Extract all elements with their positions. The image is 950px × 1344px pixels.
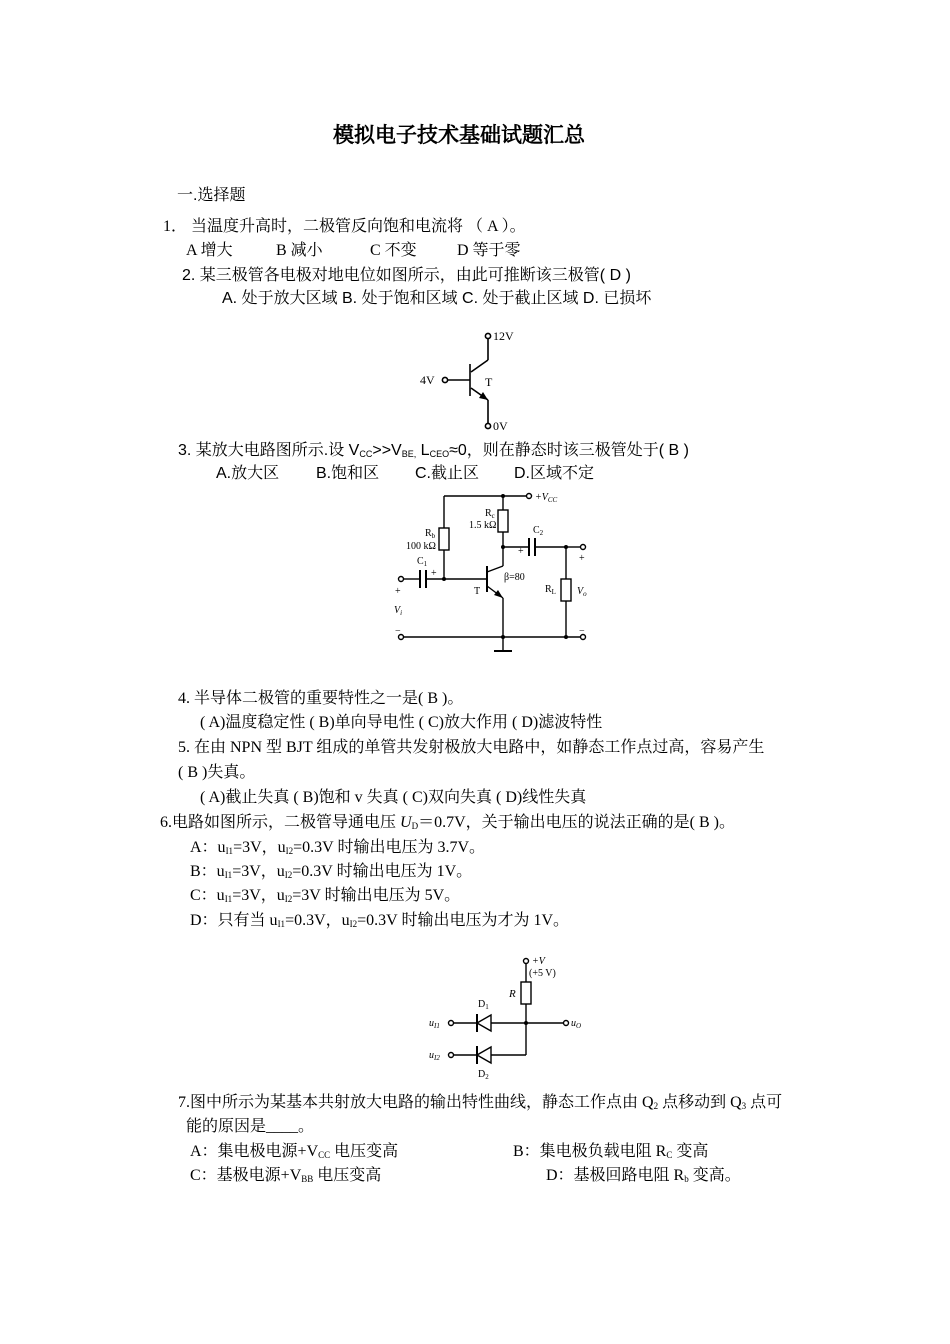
input-plus-label: + [395, 586, 401, 597]
question-3-option-a: A.放大区 [216, 465, 280, 482]
d2-label: $D_2$ [478, 1069, 489, 1081]
rb-label: $R_b$ [425, 528, 436, 540]
input-minus-label: − [395, 626, 401, 637]
rc-label: $R_c$ [485, 508, 495, 520]
question-2-stem: 2. 某三极管各电极对地电位如图所示，由此可推断该三极管( D ) [182, 267, 631, 284]
uo-label: $u_O$ [571, 1018, 582, 1030]
supply-v-label: +V [532, 956, 545, 967]
question-3-option-b: B.饱和区 [316, 465, 380, 482]
question-5-stem-line-2: ( B )失真。 [178, 764, 256, 781]
diode-circuit-figure [425, 950, 585, 1085]
question-3-stem: 3. 某放大电路图所示.设 $V_{CC}>>V_{BE,}$ $L_{CEO}\approx 0$，则在静态时该三极管处于( B ) [178, 442, 689, 459]
page-title: 模拟电子技术基础试题汇总 [333, 123, 585, 147]
rc-value-label: 1.5 kΩ [469, 520, 497, 531]
question-3-option-c: C.截止区 [415, 465, 480, 482]
question-6-stem: 6.电路如图所示，二极管导通电压 $U_D=0.7V$，关于输出电压的说法正确的是( B )。 [160, 814, 735, 831]
transistor-potential-figure [415, 328, 535, 438]
question-5-options: ( A)截止失真 ( B)饱和 v 失真 ( C)双向失真 ( D)线性失真 [200, 789, 587, 806]
question-1-option-a: A 增大 [186, 242, 233, 259]
c2-label: $C_2$ [533, 525, 544, 537]
question-4-stem: 4. 半导体二极管的重要特性之一是( B )。 [178, 690, 464, 707]
question-7-stem-line-1: 7.图中所示为某基本共射放大电路的输出特性曲线，静态工作点由 $Q_2$ 点移动到 $Q_3$ 点可 [178, 1094, 783, 1111]
question-6-option-b: B：$u_{I1}=3V$，$u_{I2}=0.3V$ 时输出电压为 1V。 [190, 863, 473, 880]
base-potential-label: 4V [420, 373, 435, 387]
question-7-option-b: B：集电极负载电阻 $R_C$ 变高 [513, 1143, 709, 1160]
ui1-label: $u_{I1}$ [429, 1018, 440, 1030]
collector-potential-label: 12V [493, 329, 514, 343]
question-2-options: A. 处于放大区域 B. 处于饱和区域 C. 处于截止区域 D. 已损坏 [222, 290, 652, 307]
question-6-option-a: A：$u_{I1}=3V$，$u_{I2}=0.3V$ 时输出电压为 3.7V。 [190, 839, 486, 856]
amplifier-circuit-figure [390, 488, 600, 663]
transistor-t-label: T [474, 586, 481, 597]
c1-label: $C_1$ [417, 556, 428, 568]
emitter-potential-label: 0V [493, 419, 508, 433]
question-7-option-a: A：集电极电源$+V_{CC}$ 电压变高 [190, 1143, 399, 1160]
supply-5v-label: (+5 V) [529, 968, 556, 979]
c1-plus-label: + [431, 568, 437, 579]
c2-plus-label: + [518, 546, 524, 557]
question-3-option-d: D.区域不定 [514, 465, 595, 482]
question-5-stem-line-1: 5. 在由 NPN 型 BJT 组成的单管共发射极放大电路中，如静态工作点过高，容易产生 [178, 739, 765, 756]
rb-value-label: 100 kΩ [406, 541, 436, 552]
output-plus-label: + [579, 553, 585, 564]
transistor-label: T [485, 375, 493, 389]
question-7-option-d: D：基极回路电阻 $R_b$ 变高。 [546, 1167, 741, 1184]
d1-label: $D_1$ [478, 999, 489, 1011]
output-minus-label: − [579, 626, 585, 637]
vcc-label: $+V_{CC}$ [535, 492, 558, 504]
section-heading: 一.选择题 [177, 187, 246, 204]
question-7-option-c: C：基极电源$+V_{BB}$ 电压变高 [190, 1167, 382, 1184]
resistor-r-label: R [509, 988, 516, 1000]
rl-label: $R_L$ [545, 584, 556, 596]
question-4-options: ( A)温度稳定性 ( B)单向导电性 ( C)放大作用 ( D)滤波特性 [200, 714, 603, 731]
vi-label: $V_i$ [394, 605, 403, 617]
vo-label: $V_o$ [577, 586, 587, 598]
question-1-stem: 1． 当温度升高时，二极管反向饱和电流将 （ A ）。 [163, 218, 526, 235]
ui2-label: $u_{I2}$ [429, 1050, 440, 1062]
question-6-option-c: C：$u_{I1}=3V$，$u_{I2}=3V$ 时输出电压为 5V。 [190, 887, 461, 904]
question-6-option-d: D：只有当 $u_{I1}=0.3V$，$u_{I2}=0.3V$ 时输出电压为才为 1V。 [190, 912, 570, 929]
question-1-option-d: D 等于零 [457, 242, 521, 259]
question-1-option-c: C 不变 [370, 242, 417, 259]
question-1-option-b: B 减小 [276, 242, 323, 259]
question-7-stem-line-2: 能的原因是____。 [186, 1118, 315, 1135]
beta-label: β=80 [504, 572, 525, 583]
